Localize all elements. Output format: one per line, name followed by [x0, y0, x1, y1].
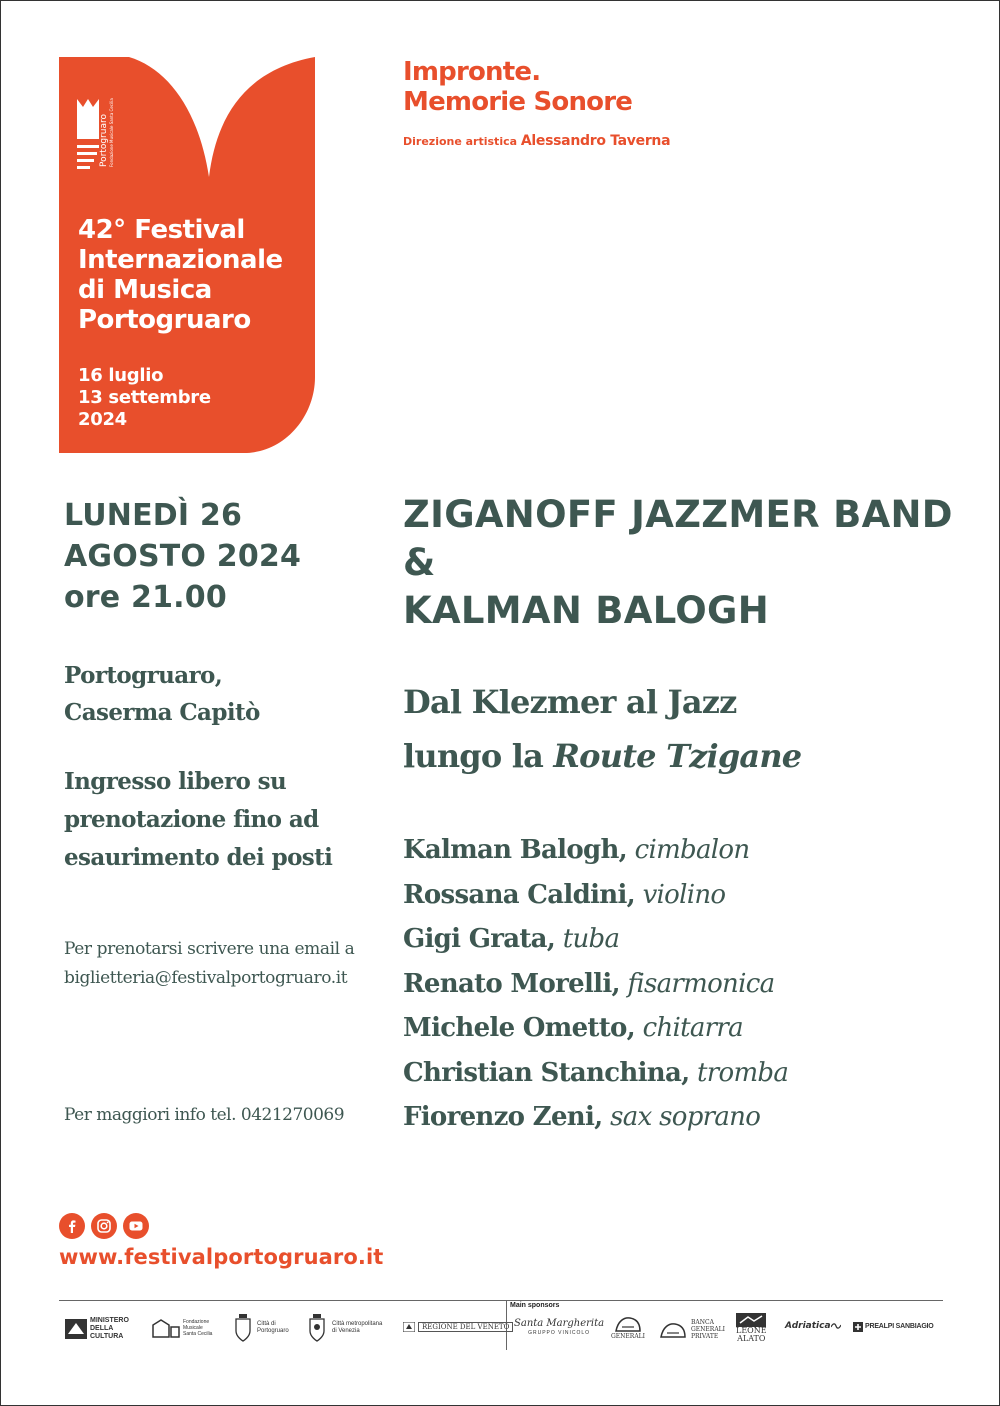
performer-item [403, 1095, 788, 1140]
subtitle-prefix: lungo la [403, 737, 554, 775]
performer-item [403, 828, 788, 873]
festival-title-line: 42° Festival [78, 215, 245, 245]
santa-margherita-logo [514, 1318, 604, 1336]
logo-text: DELLA [90, 1325, 114, 1332]
series-title-line: Impronte. [403, 57, 541, 87]
booking-email[interactable]: biglietteria@festivalportogruaro.it [64, 968, 348, 988]
festival-title-line: Portogruaro [78, 305, 251, 335]
logo-text: Portogruaro [257, 1328, 289, 1334]
performer-name: Renato Morelli, [403, 968, 620, 999]
building-icon [151, 1317, 181, 1339]
performer-item [403, 873, 788, 918]
booking-line: Per prenotarsi scrivere una email a [64, 939, 355, 959]
performer-item [403, 917, 788, 962]
subtitle-line [403, 729, 801, 783]
performer-name: Fiorenzo Zeni, [403, 1102, 603, 1132]
city-crest-icon [233, 1313, 253, 1343]
region-flag-icon [403, 1322, 415, 1332]
performer-instrument: fisarmonica [627, 968, 775, 999]
festival-title-line: di Musica [78, 275, 212, 305]
performer-list [403, 828, 788, 1140]
lion-icon [614, 1315, 642, 1333]
performer-name: Kalman Balogh, [403, 835, 628, 865]
leone-alato-logo [736, 1313, 767, 1343]
logo-text: Santa Cecilia [183, 1331, 213, 1337]
winged-lion-icon [736, 1313, 766, 1327]
performer-name: Michele Ometto, [403, 1013, 636, 1043]
logo-text: ALATO [737, 1334, 766, 1343]
cross-icon [853, 1322, 863, 1332]
entry-line: Ingresso libero su [64, 768, 287, 795]
performer-instrument: chitarra [642, 1013, 743, 1043]
headline-line: & [403, 541, 436, 584]
logo-text: CULTURA [90, 1333, 124, 1340]
entry-line: prenotazione fino ad [64, 806, 319, 833]
logo-text: Santa Margherita [514, 1318, 605, 1329]
event-date-line: AGOSTO 2024 [64, 539, 302, 574]
banca-generali-logo [659, 1319, 725, 1340]
festival-title-line: Internazionale [78, 245, 283, 275]
concert-subtitle [403, 675, 801, 783]
logo-text: GRUPPO VINICOLO [528, 1330, 591, 1336]
performer-instrument: sax soprano [610, 1102, 761, 1132]
performer-instrument: cimbalon [634, 835, 750, 865]
logo-text: MINISTERO [90, 1317, 129, 1324]
performer-name: Gigi Grata, [403, 924, 556, 954]
venue-line: Portogruaro, [64, 662, 223, 689]
event-date [64, 495, 301, 618]
instagram-icon[interactable] [91, 1213, 117, 1239]
festival-brand-block [59, 57, 317, 453]
concert-headline [403, 491, 953, 635]
logo-text: Adriatica [785, 1321, 831, 1331]
festival-mark-small-text: Fondazione Musicale Santa Cecilia [109, 98, 114, 167]
event-venue [64, 657, 260, 731]
festival-mark-text: Portogruaro [99, 114, 109, 167]
subtitle-line: Dal Klezmer al Jazz [403, 683, 737, 721]
performer-name: Rossana Caldini, [403, 879, 635, 910]
regione-veneto-logo [403, 1322, 513, 1332]
logo-text: Città di [257, 1321, 276, 1327]
booking-info [64, 935, 354, 993]
lion-icon [659, 1321, 687, 1339]
performer-instrument: tuba [562, 924, 620, 954]
event-date-line: LUNEDÌ 26 [64, 498, 243, 533]
sponsor-divider [59, 1300, 943, 1301]
direction-label: Direzione artistica [403, 135, 518, 148]
website-link[interactable]: www.festivalportogruaro.it [59, 1245, 384, 1269]
metro-crest-icon [307, 1313, 327, 1343]
logo-text: REGIONE DEL VENETO [418, 1322, 513, 1332]
festival-dates [78, 365, 211, 431]
logo-text: Fondazione [183, 1319, 210, 1325]
performer-item [403, 1051, 788, 1096]
entry-line: esaurimento dei posti [64, 844, 333, 871]
facebook-icon[interactable] [59, 1213, 85, 1239]
festival-date-line: 2024 [78, 409, 127, 430]
performer-item [403, 962, 788, 1007]
artistic-direction [403, 133, 670, 149]
festival-date-line: 16 luglio [78, 365, 164, 386]
main-sponsors-label: Main sponsors [510, 1302, 560, 1309]
generali-logo [611, 1315, 645, 1341]
social-links [59, 1213, 149, 1239]
phone-info: Per maggiori info tel. 0421270069 [64, 1105, 345, 1125]
citta-metropolitana-venezia-logo [307, 1313, 382, 1343]
wave-icon [831, 1322, 841, 1330]
logo-text: GENERALI [611, 1333, 646, 1340]
headline-line: KALMAN BALOGH [403, 589, 769, 632]
headline-line: ZIGANOFF JAZZMER BAND [403, 493, 953, 536]
entry-notice [64, 763, 332, 877]
logo-text: PRIVATE [691, 1333, 719, 1340]
festival-date-line: 13 settembre [78, 387, 211, 408]
series-title [403, 57, 632, 117]
logo-text: di Venezia [332, 1328, 360, 1334]
event-time: ore 21.00 [64, 580, 227, 615]
logo-text: PREALPI SANBIAGIO [865, 1323, 934, 1330]
performer-instrument: violino [642, 879, 726, 910]
performer-instrument: tromba [697, 1057, 789, 1088]
festival-logo-mark [77, 95, 117, 185]
director-name: Alessandro Taverna [520, 133, 671, 149]
festival-title [78, 215, 283, 335]
venue-line: Caserma Capitò [64, 699, 260, 726]
performer-name: Christian Stanchina, [403, 1057, 690, 1088]
fondazione-santa-cecilia-logo [151, 1317, 212, 1339]
logo-text: Musicale [183, 1325, 203, 1331]
logo-text: LEONE [736, 1326, 767, 1335]
logo-text: Città metropolitana [332, 1321, 383, 1327]
adriatica-logo [785, 1322, 841, 1330]
subtitle-italic: Route Tzigane [553, 737, 802, 775]
performer-item [403, 1006, 788, 1051]
prealpi-sanbiagio-logo [853, 1322, 934, 1332]
youtube-icon[interactable] [123, 1213, 149, 1239]
series-title-line: Memorie Sonore [403, 87, 633, 117]
logo-text: BANCA [691, 1319, 714, 1326]
citta-portogruaro-logo [233, 1313, 289, 1343]
ministry-emblem-icon [65, 1319, 87, 1339]
logo-text: GENERALI [691, 1326, 726, 1333]
ministero-cultura-logo [65, 1317, 129, 1341]
